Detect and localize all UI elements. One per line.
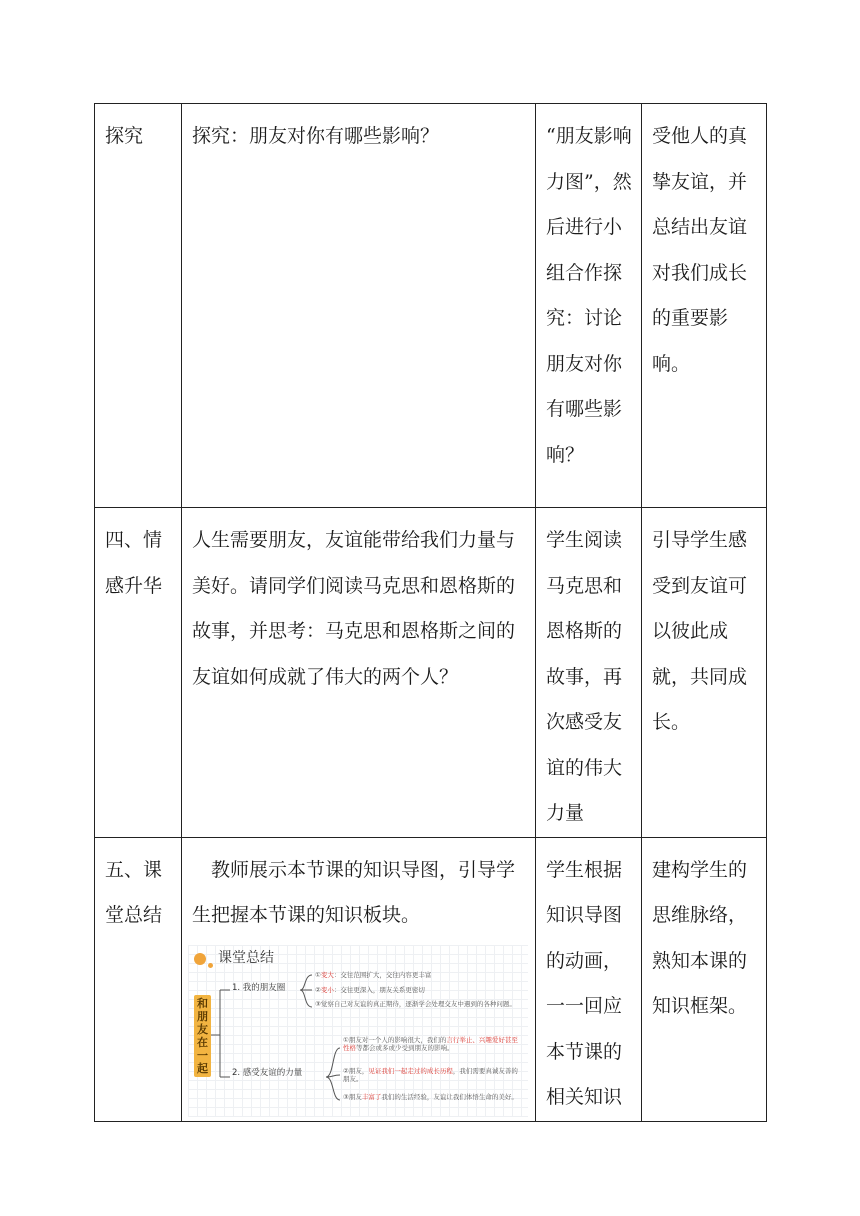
- mind-map-root: 和朋友在一起: [194, 995, 211, 1077]
- teacher-cell: [182, 508, 536, 838]
- intent-text: 引导学生感受到友谊可以彼此成就，共同成长。: [652, 529, 748, 733]
- student-text: 学生阅读马克思和恩格斯的故事，再次感受友谊的伟大力量: [546, 529, 623, 824]
- intent-text: 建构学生的思维脉络，熟知本课的知识框架。: [652, 858, 748, 1017]
- student-cell: [536, 508, 642, 838]
- mind-map-branch-1: 1. 我的朋友圈: [232, 982, 286, 993]
- table-row: [95, 837, 767, 1121]
- teacher-text: 探究：朋友对你有哪些影响？: [192, 125, 440, 147]
- intent-cell: [642, 837, 767, 1121]
- knowledge-mind-map: [188, 945, 528, 1117]
- mind-map-leaf: ②变小：交往更深入，朋友关系更密切: [315, 985, 425, 994]
- mind-map-leaf: ①变大：交往范围扩大，交往内容更丰富: [315, 970, 432, 979]
- mind-map-branch-2: 2. 感受友谊的力量: [232, 1067, 303, 1078]
- student-cell: [536, 104, 642, 508]
- teacher-cell: [182, 837, 536, 1121]
- teacher-text: 教师展示本节课的知识导图，引导学生把握本节课的知识板块。: [192, 858, 516, 926]
- teacher-cell: [182, 104, 536, 508]
- stage-cell: [95, 837, 182, 1121]
- title-bullet-icon: [194, 953, 206, 965]
- mind-map-title: 课堂总结: [218, 949, 274, 966]
- lesson-plan-table: [94, 103, 767, 1122]
- mind-map-leaf: ③朋友丰富了我们的生活经验，友谊让我们体悟生命的美好。: [343, 1092, 518, 1101]
- stage-cell: [95, 508, 182, 838]
- teacher-text: 人生需要朋友，友谊能带给我们力量与美好。请同学们阅读马克思和恩格斯的故事，并思考：马克思和恩格斯之间的友谊如何成就了伟大的两个人？: [192, 529, 516, 688]
- intent-cell: [642, 104, 767, 508]
- stage-text: 四、情感升华: [105, 529, 163, 597]
- mind-map-leaf: ①朋友对一个人的影响很大，我们的言行举止、兴趣爱好甚至性格等都会或多或少受到朋友的影响。: [343, 1035, 518, 1052]
- stage-text: 五、课堂总结: [105, 858, 163, 926]
- intent-cell: [642, 508, 767, 838]
- mind-map-leaf: ②朋友，见证我们一起走过的成长历程，我们需要真诚友善的朋友。: [343, 1066, 518, 1083]
- stage-cell: [95, 104, 182, 508]
- intent-text: 受他人的真挚友谊，并总结出友谊对我们成长的重要影响。: [652, 125, 748, 375]
- mind-map-leaf: ③觉察自己对友谊的真正期待，逐渐学会处理交友中遇到的各种问题。: [315, 999, 516, 1008]
- table-row: [95, 104, 767, 508]
- table-row: [95, 508, 767, 838]
- student-text: “朋友影响力图”，然后进行小组合作探究：讨论朋友对你有哪些影响？: [546, 125, 632, 466]
- student-cell: [536, 837, 642, 1121]
- title-bullet-small-icon: [208, 963, 213, 968]
- stage-text: 探究: [105, 125, 144, 147]
- student-text: 学生根据知识导图的动画，一一回应本节课的相关知识: [546, 858, 623, 1108]
